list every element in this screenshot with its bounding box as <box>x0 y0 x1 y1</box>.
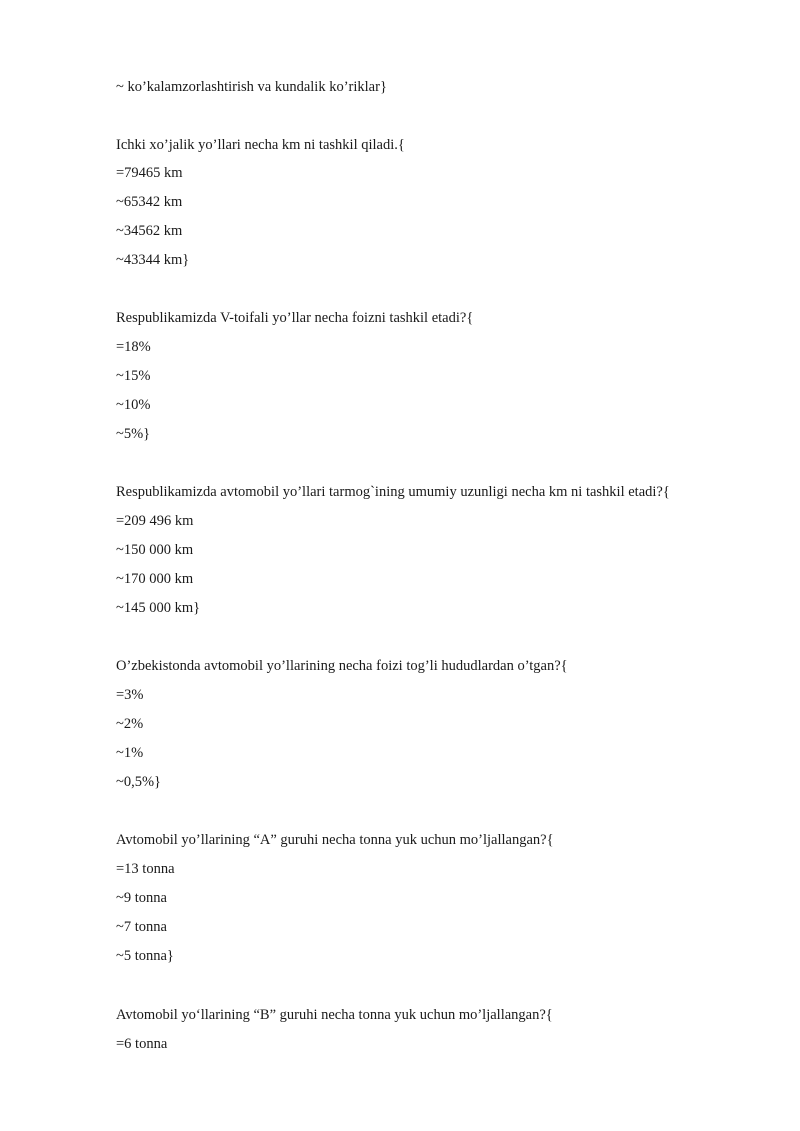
question-4-option-3: ~1% <box>116 745 144 761</box>
question-3-text: Respublikamizda avtomobil yo’llari tarmog`ining umumiy uzunligi necha km ni tashkil etadi?{ <box>116 484 670 500</box>
question-1-option-4: ~43344 km} <box>116 252 190 268</box>
question-5-option-4: ~5 tonna} <box>116 948 174 964</box>
question-5-option-1: =13 tonna <box>116 861 175 877</box>
question-1-option-3: ~34562 km <box>116 223 183 239</box>
question-2-option-1: =18% <box>116 339 151 355</box>
question-5-option-2: ~9 tonna <box>116 890 167 906</box>
question-3-option-3: ~170 000 km <box>116 571 194 587</box>
question-4-text: O’zbekistonda avtomobil yo’llarining necha foizi tog’li hududlardan o’tgan?{ <box>116 658 568 674</box>
question-5-text: Avtomobil yo’llarining “A” guruhi necha tonna yuk uchun mo’ljallangan?{ <box>116 832 554 848</box>
question-3-option-1: =209 496 km <box>116 513 194 529</box>
question-2-option-4: ~5%} <box>116 426 151 442</box>
question-6-text: Avtomobil yo‘llarining “B” guruhi necha tonna yuk uchun mo’ljallangan?{ <box>116 1007 553 1023</box>
question-3-option-4: ~145 000 km} <box>116 600 201 616</box>
question-4-option-2: ~2% <box>116 716 144 732</box>
question-2-text: Respublikamizda V-toifali yo’llar necha foizni tashkil etadi?{ <box>116 310 474 326</box>
question-6-option-1: =6 tonna <box>116 1036 168 1052</box>
question-1-option-1: =79465 km <box>116 165 183 181</box>
question-4-option-1: =3% <box>116 687 144 703</box>
intro-line: ~ ko’kalamzorlashtirish va kundalik ko’riklar} <box>116 79 387 95</box>
question-4-option-4: ~0,5%} <box>116 774 162 790</box>
question-1-option-2: ~65342 km <box>116 194 183 210</box>
question-2-option-2: ~15% <box>116 368 151 384</box>
question-2-option-3: ~10% <box>116 397 151 413</box>
question-1-text: Ichki xo’jalik yo’llari necha km ni tashkil qiladi.{ <box>116 137 405 153</box>
question-5-option-3: ~7 tonna <box>116 919 167 935</box>
question-3-option-2: ~150 000 km <box>116 542 194 558</box>
